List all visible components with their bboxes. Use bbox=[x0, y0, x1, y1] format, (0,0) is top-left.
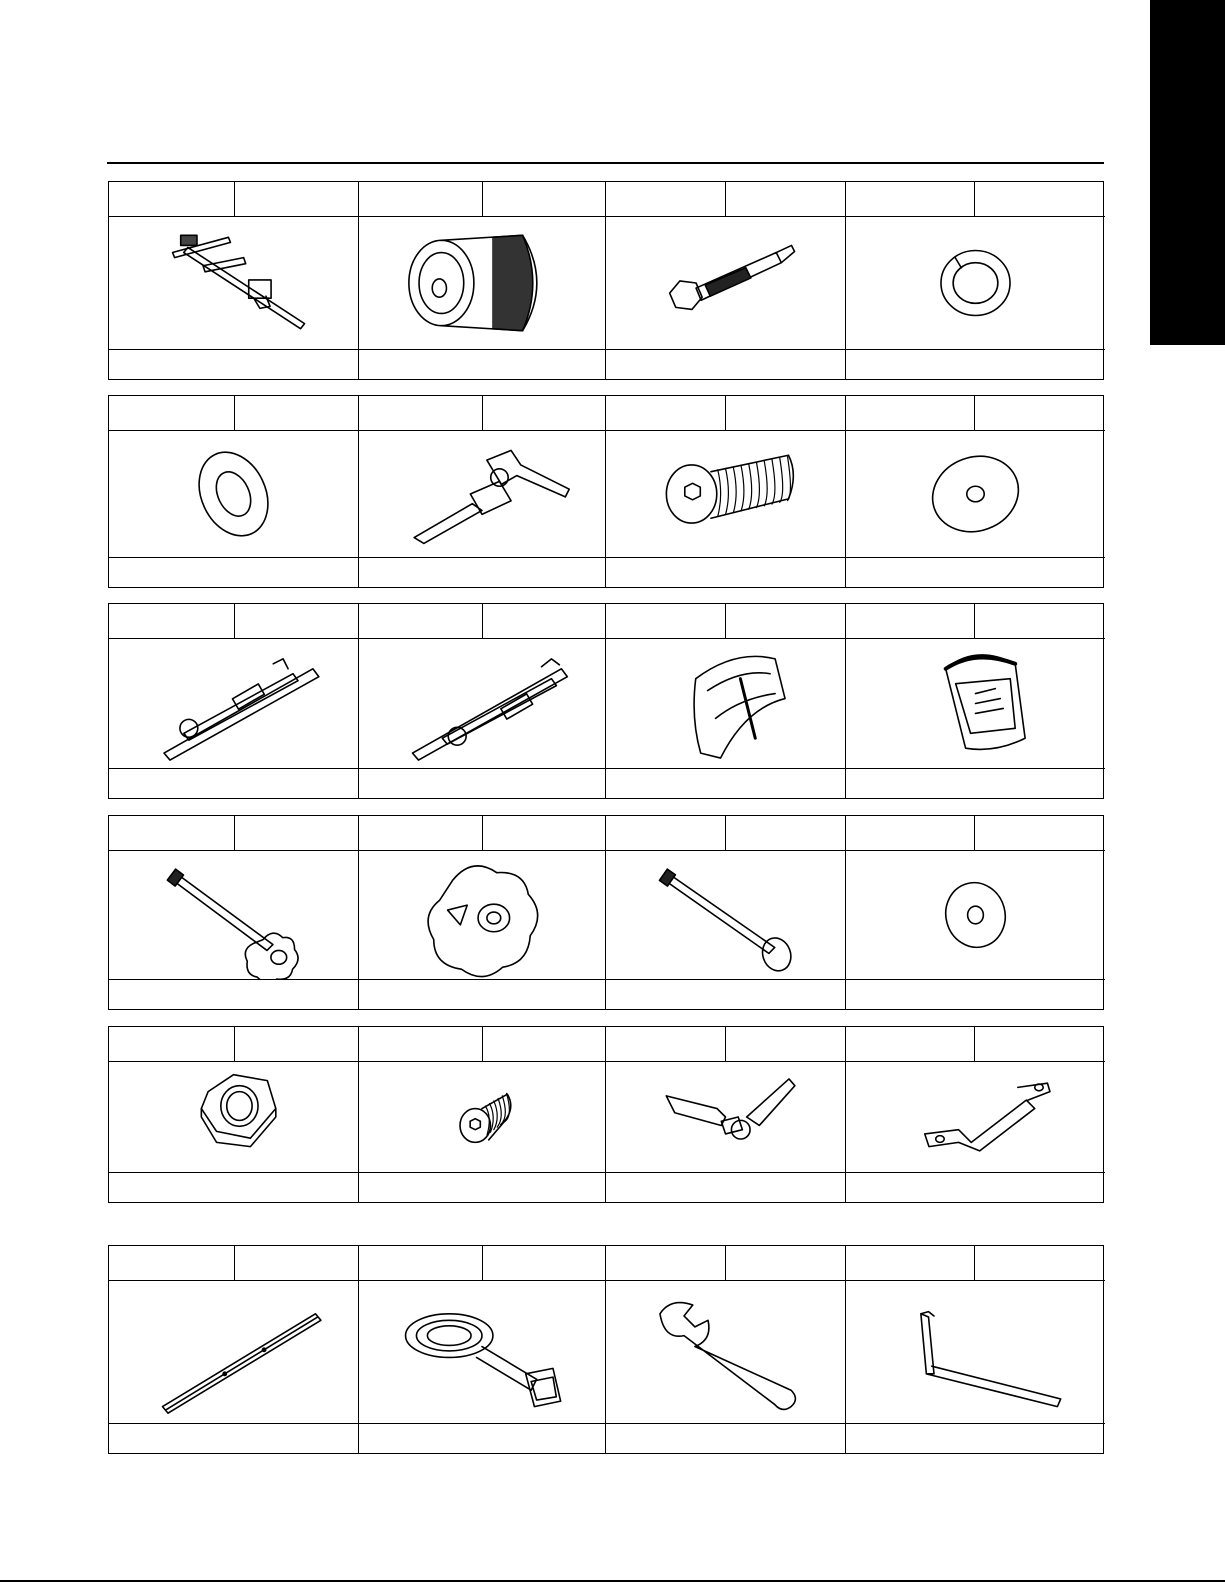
part-illustration bbox=[606, 851, 845, 979]
split-lock-washer-icon bbox=[846, 217, 1105, 349]
part-cell bbox=[109, 604, 359, 798]
cam-strap-icon bbox=[359, 1281, 605, 1423]
part-description bbox=[846, 557, 1105, 587]
part-description bbox=[109, 768, 358, 798]
part-description bbox=[606, 979, 845, 1009]
part-header bbox=[109, 604, 358, 639]
mounting-bracket-icon bbox=[846, 1062, 1105, 1172]
flat-washer-icon bbox=[109, 431, 358, 557]
header-divider bbox=[482, 1246, 483, 1280]
part-header bbox=[606, 816, 845, 851]
header-divider bbox=[725, 604, 726, 638]
header-rule bbox=[107, 162, 1104, 164]
part-header bbox=[846, 816, 1105, 851]
header-divider bbox=[234, 182, 235, 216]
part-header bbox=[109, 1246, 358, 1281]
flat-key-pair-icon bbox=[606, 1062, 845, 1172]
parts-row bbox=[108, 1026, 1104, 1203]
part-illustration bbox=[359, 431, 605, 557]
button-head-screw-icon bbox=[606, 431, 845, 557]
part-cell bbox=[606, 1246, 846, 1453]
part-cell bbox=[606, 396, 846, 587]
hex-nut-icon bbox=[109, 1062, 358, 1172]
part-description bbox=[606, 349, 845, 379]
part-cell bbox=[606, 182, 846, 379]
header-divider bbox=[725, 1246, 726, 1280]
part-description bbox=[359, 1423, 605, 1453]
header-divider bbox=[482, 604, 483, 638]
part-description bbox=[846, 979, 1105, 1009]
part-cell bbox=[359, 396, 606, 587]
key-pair-icon bbox=[359, 431, 605, 557]
part-illustration bbox=[359, 851, 605, 979]
header-divider bbox=[974, 816, 975, 850]
ratchet-strap-buckle-icon bbox=[846, 639, 1105, 768]
part-header bbox=[606, 1246, 845, 1281]
part-illustration bbox=[109, 1062, 358, 1172]
parts-row bbox=[108, 603, 1104, 799]
part-illustration bbox=[846, 1281, 1105, 1423]
part-illustration bbox=[846, 639, 1105, 768]
header-divider bbox=[482, 816, 483, 850]
part-description bbox=[109, 557, 358, 587]
part-header bbox=[606, 604, 845, 639]
star-knob-icon bbox=[359, 851, 605, 979]
part-header bbox=[359, 1246, 605, 1281]
part-cell bbox=[846, 1027, 1105, 1202]
part-header bbox=[359, 182, 605, 217]
header-divider bbox=[974, 604, 975, 638]
part-illustration bbox=[359, 639, 605, 768]
part-description bbox=[359, 349, 605, 379]
part-header bbox=[846, 396, 1105, 431]
part-description bbox=[606, 1172, 845, 1202]
part-illustration bbox=[846, 1062, 1105, 1172]
header-divider bbox=[974, 182, 975, 216]
header-divider bbox=[725, 816, 726, 850]
part-description bbox=[109, 979, 358, 1009]
part-cell bbox=[846, 182, 1105, 379]
carriage-bolt-icon bbox=[606, 851, 845, 979]
part-description bbox=[359, 768, 605, 798]
part-description bbox=[846, 1423, 1105, 1453]
part-header bbox=[846, 1027, 1105, 1062]
footer-rule bbox=[0, 1580, 1225, 1582]
small-washer-icon bbox=[846, 851, 1105, 979]
header-divider bbox=[234, 1246, 235, 1280]
wheel-tray-cradle-icon bbox=[606, 639, 845, 768]
part-description bbox=[846, 349, 1105, 379]
hex-key-icon bbox=[846, 1281, 1105, 1423]
part-cell bbox=[846, 816, 1105, 1009]
part-illustration bbox=[109, 431, 358, 557]
part-description bbox=[846, 768, 1105, 798]
part-header bbox=[109, 182, 358, 217]
part-header bbox=[359, 1027, 605, 1062]
header-divider bbox=[234, 604, 235, 638]
part-cell bbox=[359, 182, 606, 379]
part-cell bbox=[606, 604, 846, 798]
header-divider bbox=[725, 182, 726, 216]
part-illustration bbox=[109, 217, 358, 349]
header-divider bbox=[234, 1027, 235, 1061]
part-description bbox=[606, 768, 845, 798]
part-illustration bbox=[606, 639, 845, 768]
header-divider bbox=[974, 396, 975, 430]
parts-row bbox=[108, 395, 1104, 588]
part-cell bbox=[359, 1246, 606, 1453]
part-description bbox=[606, 557, 845, 587]
fork-mount-arm-left-icon bbox=[109, 639, 358, 768]
part-illustration bbox=[359, 1062, 605, 1172]
header-divider bbox=[482, 182, 483, 216]
part-illustration bbox=[846, 431, 1105, 557]
part-cell bbox=[846, 1246, 1105, 1453]
lock-cylinder-icon bbox=[359, 217, 605, 349]
part-description bbox=[846, 1172, 1105, 1202]
part-illustration bbox=[846, 217, 1105, 349]
part-header bbox=[606, 1027, 845, 1062]
fender-washer-icon bbox=[846, 431, 1105, 557]
part-illustration bbox=[606, 217, 845, 349]
knob-bolt-icon bbox=[109, 851, 358, 979]
part-header bbox=[109, 1027, 358, 1062]
part-cell bbox=[109, 816, 359, 1009]
part-header bbox=[846, 182, 1105, 217]
hex-bolt-icon bbox=[606, 217, 845, 349]
part-cell bbox=[109, 182, 359, 379]
channel-rail-icon bbox=[109, 1281, 358, 1423]
header-divider bbox=[234, 816, 235, 850]
part-cell bbox=[846, 604, 1105, 798]
parts-row bbox=[108, 815, 1104, 1010]
part-illustration bbox=[606, 1062, 845, 1172]
part-cell bbox=[606, 1027, 846, 1202]
header-divider bbox=[234, 396, 235, 430]
part-header bbox=[359, 604, 605, 639]
part-description bbox=[109, 1172, 358, 1202]
part-header bbox=[606, 182, 845, 217]
part-header bbox=[109, 816, 358, 851]
part-illustration bbox=[606, 431, 845, 557]
part-description bbox=[606, 1423, 845, 1453]
part-cell bbox=[359, 816, 606, 1009]
part-illustration bbox=[359, 1281, 605, 1423]
part-header bbox=[846, 604, 1105, 639]
section-tab bbox=[1150, 0, 1225, 345]
part-cell bbox=[109, 396, 359, 587]
part-header bbox=[359, 396, 605, 431]
part-illustration bbox=[846, 851, 1105, 979]
part-illustration bbox=[359, 217, 605, 349]
lock-bar-icon bbox=[109, 217, 358, 349]
part-cell bbox=[109, 1246, 359, 1453]
part-illustration bbox=[109, 1281, 358, 1423]
part-cell bbox=[109, 1027, 359, 1202]
part-description bbox=[359, 557, 605, 587]
header-divider bbox=[725, 396, 726, 430]
part-description bbox=[109, 1423, 358, 1453]
parts-row bbox=[108, 1245, 1104, 1454]
header-divider bbox=[482, 396, 483, 430]
part-illustration bbox=[606, 1281, 845, 1423]
open-end-wrench-icon bbox=[606, 1281, 845, 1423]
part-description bbox=[359, 979, 605, 1009]
part-description bbox=[109, 349, 358, 379]
part-header bbox=[606, 396, 845, 431]
part-cell bbox=[359, 604, 606, 798]
part-cell bbox=[606, 816, 846, 1009]
part-illustration bbox=[109, 851, 358, 979]
parts-row bbox=[108, 181, 1104, 380]
part-header bbox=[359, 816, 605, 851]
part-header bbox=[109, 396, 358, 431]
header-divider bbox=[974, 1246, 975, 1280]
part-cell bbox=[359, 1027, 606, 1202]
header-divider bbox=[974, 1027, 975, 1061]
header-divider bbox=[482, 1027, 483, 1061]
header-divider bbox=[725, 1027, 726, 1061]
part-illustration bbox=[109, 639, 358, 768]
part-cell bbox=[846, 396, 1105, 587]
part-header bbox=[846, 1246, 1105, 1281]
part-description bbox=[359, 1172, 605, 1202]
short-button-screw-icon bbox=[359, 1062, 605, 1172]
fork-mount-arm-right-icon bbox=[359, 639, 605, 768]
